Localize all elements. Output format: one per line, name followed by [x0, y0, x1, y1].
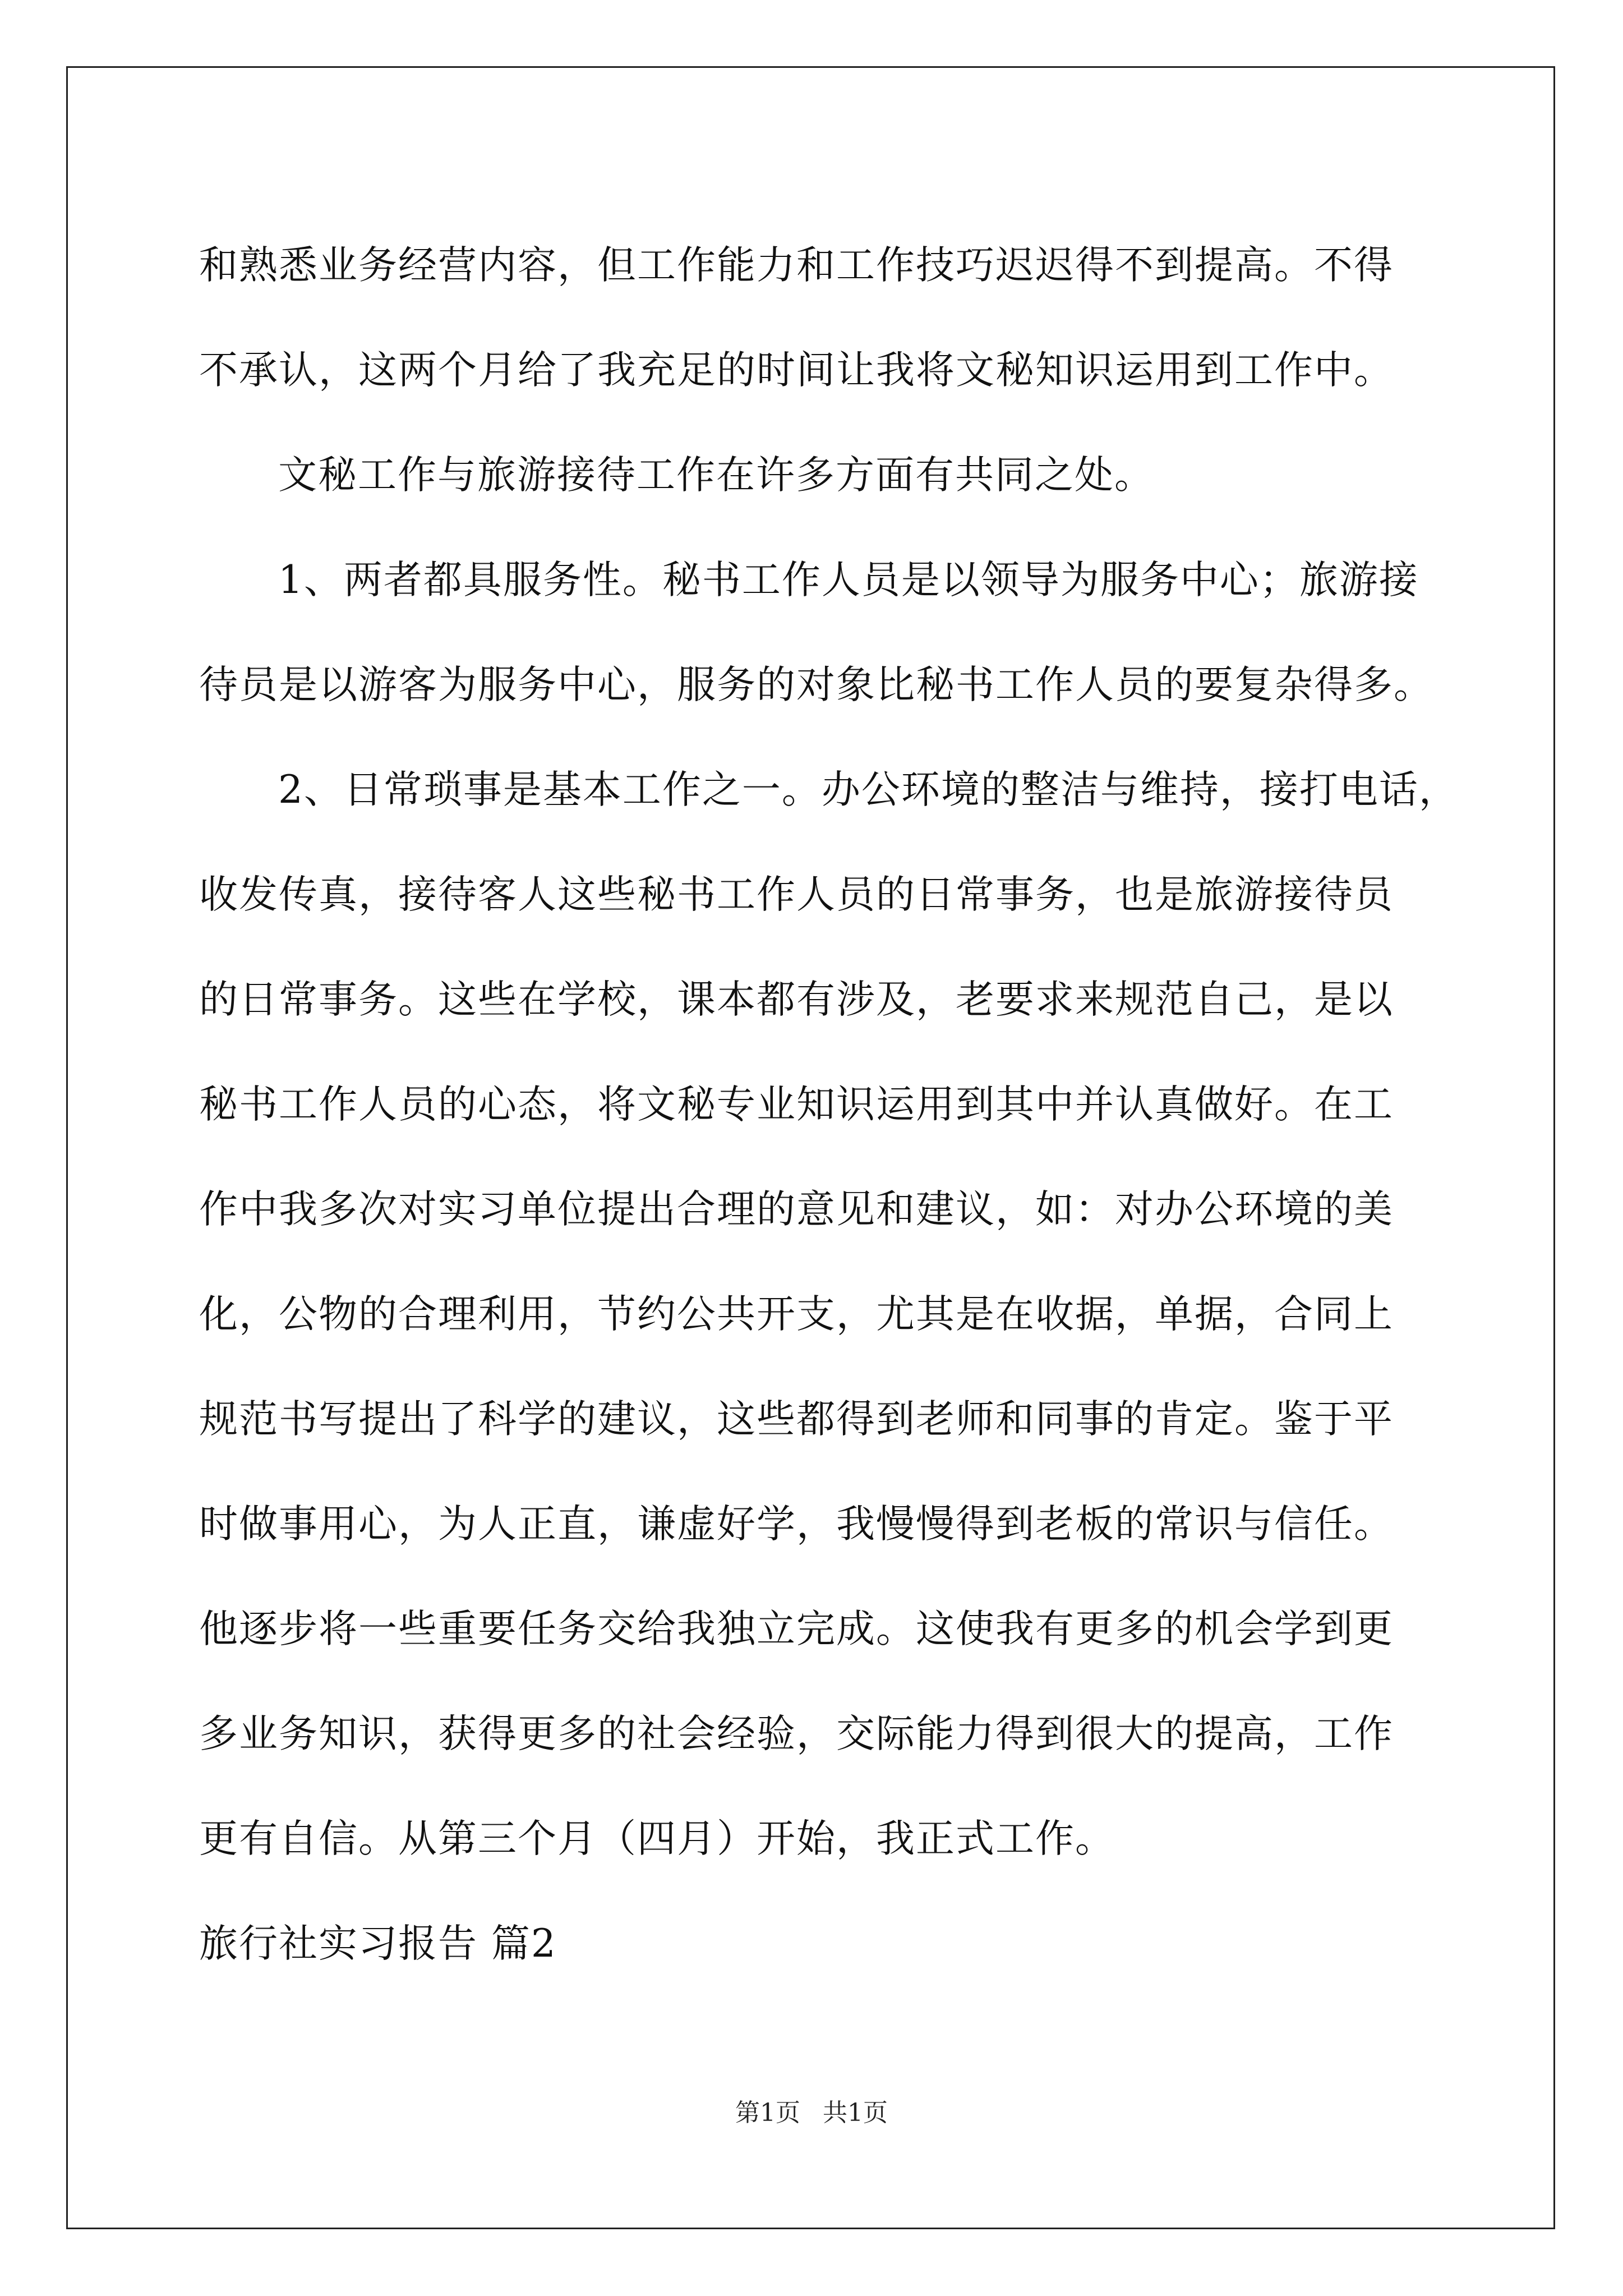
page-number: 第1页	[735, 2099, 800, 2127]
body-line: 的日常事务。这些在学校，课本都有涉及，老要求来规范自己，是以	[199, 977, 1394, 1022]
body-line: 收发传真，接待客人这些秘书工作人员的日常事务，也是旅游接待员	[199, 872, 1394, 917]
body-line: 不承认，这两个月给了我充足的时间让我将文秘知识运用到工作中。	[199, 348, 1394, 393]
body-line: 文秘工作与旅游接待工作在许多方面有共同之处。	[278, 453, 1154, 498]
body-line: 1、两者都具服务性。秘书工作人员是以领导为服务中心；旅游接	[278, 558, 1419, 602]
body-line: 规范书写提出了科学的建议，这些都得到老师和同事的肯定。鉴于平	[199, 1397, 1394, 1442]
body-line: 2、日常琐事是基本工作之一。办公环境的整洁与维持，接打电话，	[278, 767, 1459, 812]
body-line: 待员是以游客为服务中心，服务的对象比秘书工作人员的要复杂得多。	[199, 662, 1433, 707]
body-line: 他逐步将一些重要任务交给我独立完成。这使我有更多的机会学到更	[199, 1607, 1394, 1651]
page-total: 共1页	[823, 2099, 888, 2127]
document-body	[199, 213, 1459, 1996]
body-line: 和熟悉业务经营内容，但工作能力和工作技巧迟迟得不到提高。不得	[199, 243, 1394, 288]
body-line: 秘书工作人员的心态，将文秘专业知识运用到其中并认真做好。在工	[199, 1082, 1394, 1127]
body-line: 化，公物的合理利用，节约公共开支，尤其是在收据，单据，合同上	[199, 1292, 1394, 1337]
body-line: 作中我多次对实习单位提出合理的意见和建议，如：对办公环境的美	[199, 1187, 1394, 1232]
page-footer	[0, 2092, 1623, 2128]
body-line: 时做事用心，为人正直，谦虚好学，我慢慢得到老板的常识与信任。	[199, 1502, 1394, 1547]
body-line: 更有自信。从第三个月（四月）开始，我正式工作。	[199, 1816, 1115, 1861]
body-line: 多业务知识，获得更多的社会经验，交际能力得到很大的提高，工作	[199, 1711, 1394, 1756]
section-heading: 旅行社实习报告 篇2	[199, 1921, 557, 1966]
